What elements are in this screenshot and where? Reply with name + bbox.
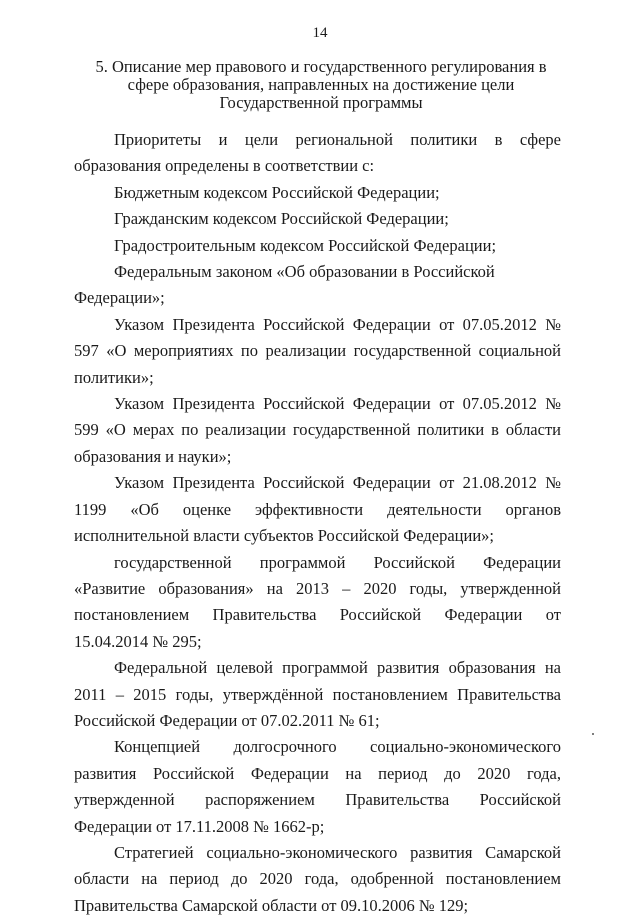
list-item: Федеральной целевой программой развития образования на 2011 – 2015 годы, утверждённой постановлением Правительства Российской Федерации от 07.02.2011 № 61; (74, 658, 561, 730)
section-heading: 5. Описание мер правового и государственного регулирования в сфере образования, направленных на достижение цели Государственной программы (95, 57, 547, 112)
list-item: Бюджетным кодексом Российской Федерации; (114, 182, 440, 202)
scan-speck (592, 733, 594, 735)
list-item: Указом Президента Российской Федерации от 21.08.2012 № 1199 «Об оценке эффективности деятельности органов исполнительной власти субъектов Российской Федерации»; (74, 473, 561, 546)
document-body (74, 127, 561, 919)
list-item: Указом Президента Российской Федерации от 07.05.2012 № 597 «О мероприятиях по реализации государственной социальной политики»; (74, 314, 561, 387)
list-item: Градостроительным кодексом Российской Федерации; (114, 235, 497, 255)
list-item: Стратегией социально-экономического развития Самарской области на период до 2020 года, одобренной постановлением Правительства Самарской области от 09.10.2006 № 129; (74, 842, 561, 915)
list-item: Гражданским кодексом Российской Федерации; (114, 209, 449, 229)
paragraph-intro: Приоритеты и цели региональной политики в сфере образования определены в соответствии с: (74, 130, 561, 176)
list-item: государственной программой Российской Федерации «Развитие образования» на 2013 – 2020 годы, утвержденной постановлением Правительства Российской Федерации от 15.04.2014 № 295; (74, 552, 561, 651)
page-number: 14 (312, 25, 328, 41)
list-item: Федеральным законом «Об образовании в Российской Федерации»; (74, 262, 495, 308)
list-item: Концепцией долгосрочного социально-экономического развития Российской Федерации на период до 2020 года, утвержденной распоряжением Правительства Российской Федерации от 17.11.2008 № 1662-р; (74, 737, 561, 836)
list-item: Указом Президента Российской Федерации от 07.05.2012 № 599 «О мерах по реализации государственной политики в области образования и науки»; (74, 394, 561, 466)
